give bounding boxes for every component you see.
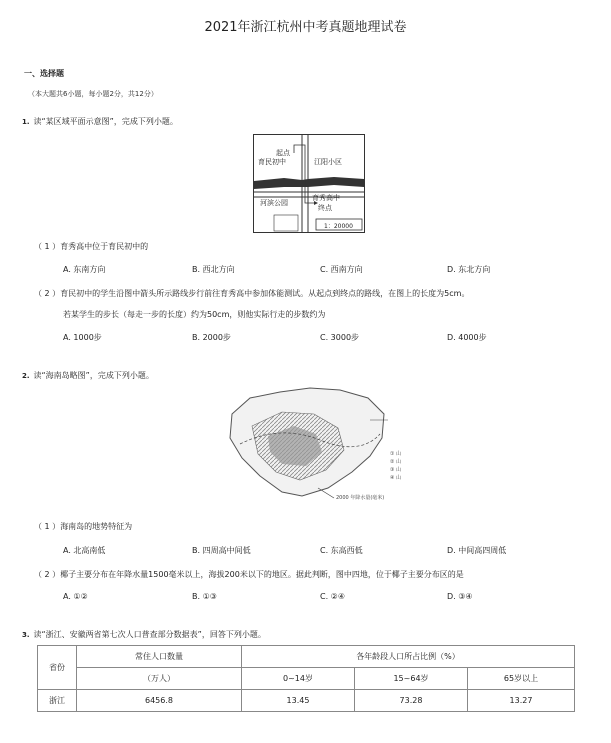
option-d[interactable]: D. 4000步 bbox=[447, 333, 487, 342]
header-population-unit: （万人） bbox=[77, 668, 242, 690]
option-d[interactable]: D. 中间高四周低 bbox=[447, 546, 507, 555]
scale-label: 1：20000 bbox=[324, 223, 353, 230]
header-age: 各年龄段人口所占比例（%） bbox=[242, 646, 575, 668]
page-title: 2021年浙江杭州中考真题地理试卷 bbox=[204, 20, 407, 35]
legend-pointer bbox=[318, 488, 334, 498]
park-label: 河滨公园 bbox=[260, 199, 288, 207]
community-label: 江阳小区 bbox=[314, 158, 342, 166]
section-heading: 一、选择题 bbox=[24, 69, 64, 78]
q1-sub1 bbox=[34, 241, 148, 252]
cell-age-0-14: 13.45 bbox=[242, 690, 355, 712]
option-a[interactable]: A. 东南方向 bbox=[63, 265, 106, 274]
hainan-svg bbox=[210, 384, 410, 509]
cell-age-15-64: 73.28 bbox=[355, 690, 468, 712]
question-stem: 读“某区域平面示意图”，完成下列小题。 bbox=[33, 117, 178, 126]
sub-number: （ 1 ） bbox=[34, 522, 61, 531]
header-age-group: 65岁以上 bbox=[468, 668, 575, 690]
sub-number: （ 1 ） bbox=[34, 242, 61, 251]
option-b[interactable]: B. ①③ bbox=[192, 592, 217, 601]
legend-item-4: ④ 山 bbox=[390, 475, 402, 481]
q1-sub2-cont: 若某学生的步长（每走一步的长度）约为50cm，则他实际行走的步数约为 bbox=[63, 310, 326, 319]
hainan-map bbox=[210, 384, 410, 509]
header-age-group: 0~14岁 bbox=[242, 668, 355, 690]
cell-province: 浙江 bbox=[38, 690, 77, 712]
legend-item-1: ① 山 bbox=[390, 451, 402, 457]
population-table bbox=[37, 645, 575, 712]
sub-text: 育民初中的学生沿图中箭头所示路线步行前往育秀高中参加体能测试。从起点到终点的路线，在图上的长度为5cm。 bbox=[60, 289, 470, 298]
option-d[interactable]: D. ③④ bbox=[447, 592, 473, 601]
section-note: （本大题共6小题，每小题2分，共12分） bbox=[28, 90, 158, 98]
sub-text: 椰子主要分布在年降水量1500毫米以上，海拔200米以下的地区。据此判断，图中四地，位于椰子主要分布区的是 bbox=[60, 570, 464, 579]
cell-population: 6456.8 bbox=[77, 690, 242, 712]
isohyet-legend: 2000 年降水量(毫米) bbox=[336, 495, 385, 501]
start-label: 起点 bbox=[276, 149, 290, 157]
option-c[interactable]: C. 3000步 bbox=[320, 333, 360, 342]
option-d[interactable]: D. 东北方向 bbox=[447, 265, 491, 274]
school-label: 育民初中 bbox=[258, 158, 286, 166]
end-label: 终点 bbox=[318, 204, 332, 212]
option-b[interactable]: B. 四周高中间低 bbox=[192, 546, 251, 555]
question-number: 3. bbox=[22, 631, 30, 639]
area-plan-svg bbox=[254, 135, 364, 232]
option-a[interactable]: A. 1000步 bbox=[63, 333, 102, 342]
cell-age-65: 13.27 bbox=[468, 690, 575, 712]
option-c[interactable]: C. ②④ bbox=[320, 592, 346, 601]
option-b[interactable]: B. 2000步 bbox=[192, 333, 231, 342]
header-province: 省份 bbox=[38, 646, 77, 690]
question-1 bbox=[22, 116, 178, 127]
q2-sub1 bbox=[34, 521, 132, 532]
header-age-group: 15~64岁 bbox=[355, 668, 468, 690]
sub-number: （ 2 ） bbox=[34, 570, 61, 579]
park-outline bbox=[274, 215, 298, 231]
high-school-label: 育秀高中 bbox=[312, 194, 340, 202]
area-plan-map bbox=[253, 134, 365, 233]
sub-number: （ 2 ） bbox=[34, 289, 61, 298]
sub-text: 育秀高中位于育民初中的 bbox=[60, 242, 149, 251]
question-3 bbox=[22, 629, 266, 640]
q1-sub2 bbox=[34, 288, 469, 299]
question-2 bbox=[22, 370, 154, 381]
option-a[interactable]: A. 北高南低 bbox=[63, 546, 106, 555]
q2-sub2 bbox=[34, 569, 464, 580]
question-stem: 读“浙江、安徽两省第七次人口普查部分数据表”，回答下列小题。 bbox=[33, 630, 266, 639]
question-number: 1. bbox=[22, 118, 30, 126]
river bbox=[254, 177, 364, 189]
question-number: 2. bbox=[22, 372, 30, 380]
header-population: 常住人口数量 bbox=[77, 646, 242, 668]
sub-text: 海南岛的地势特征为 bbox=[60, 522, 133, 531]
option-a[interactable]: A. ①② bbox=[63, 592, 88, 601]
option-c[interactable]: C. 西南方向 bbox=[320, 265, 363, 274]
option-b[interactable]: B. 西北方向 bbox=[192, 265, 235, 274]
question-stem: 读“海南岛略图”，完成下列小题。 bbox=[33, 371, 154, 380]
table-row bbox=[38, 690, 575, 712]
legend-item-3: ③ 山 bbox=[390, 467, 402, 473]
option-c[interactable]: C. 东高西低 bbox=[320, 546, 363, 555]
legend-item-2: ② 山 bbox=[390, 459, 402, 465]
route-path bbox=[294, 145, 314, 203]
